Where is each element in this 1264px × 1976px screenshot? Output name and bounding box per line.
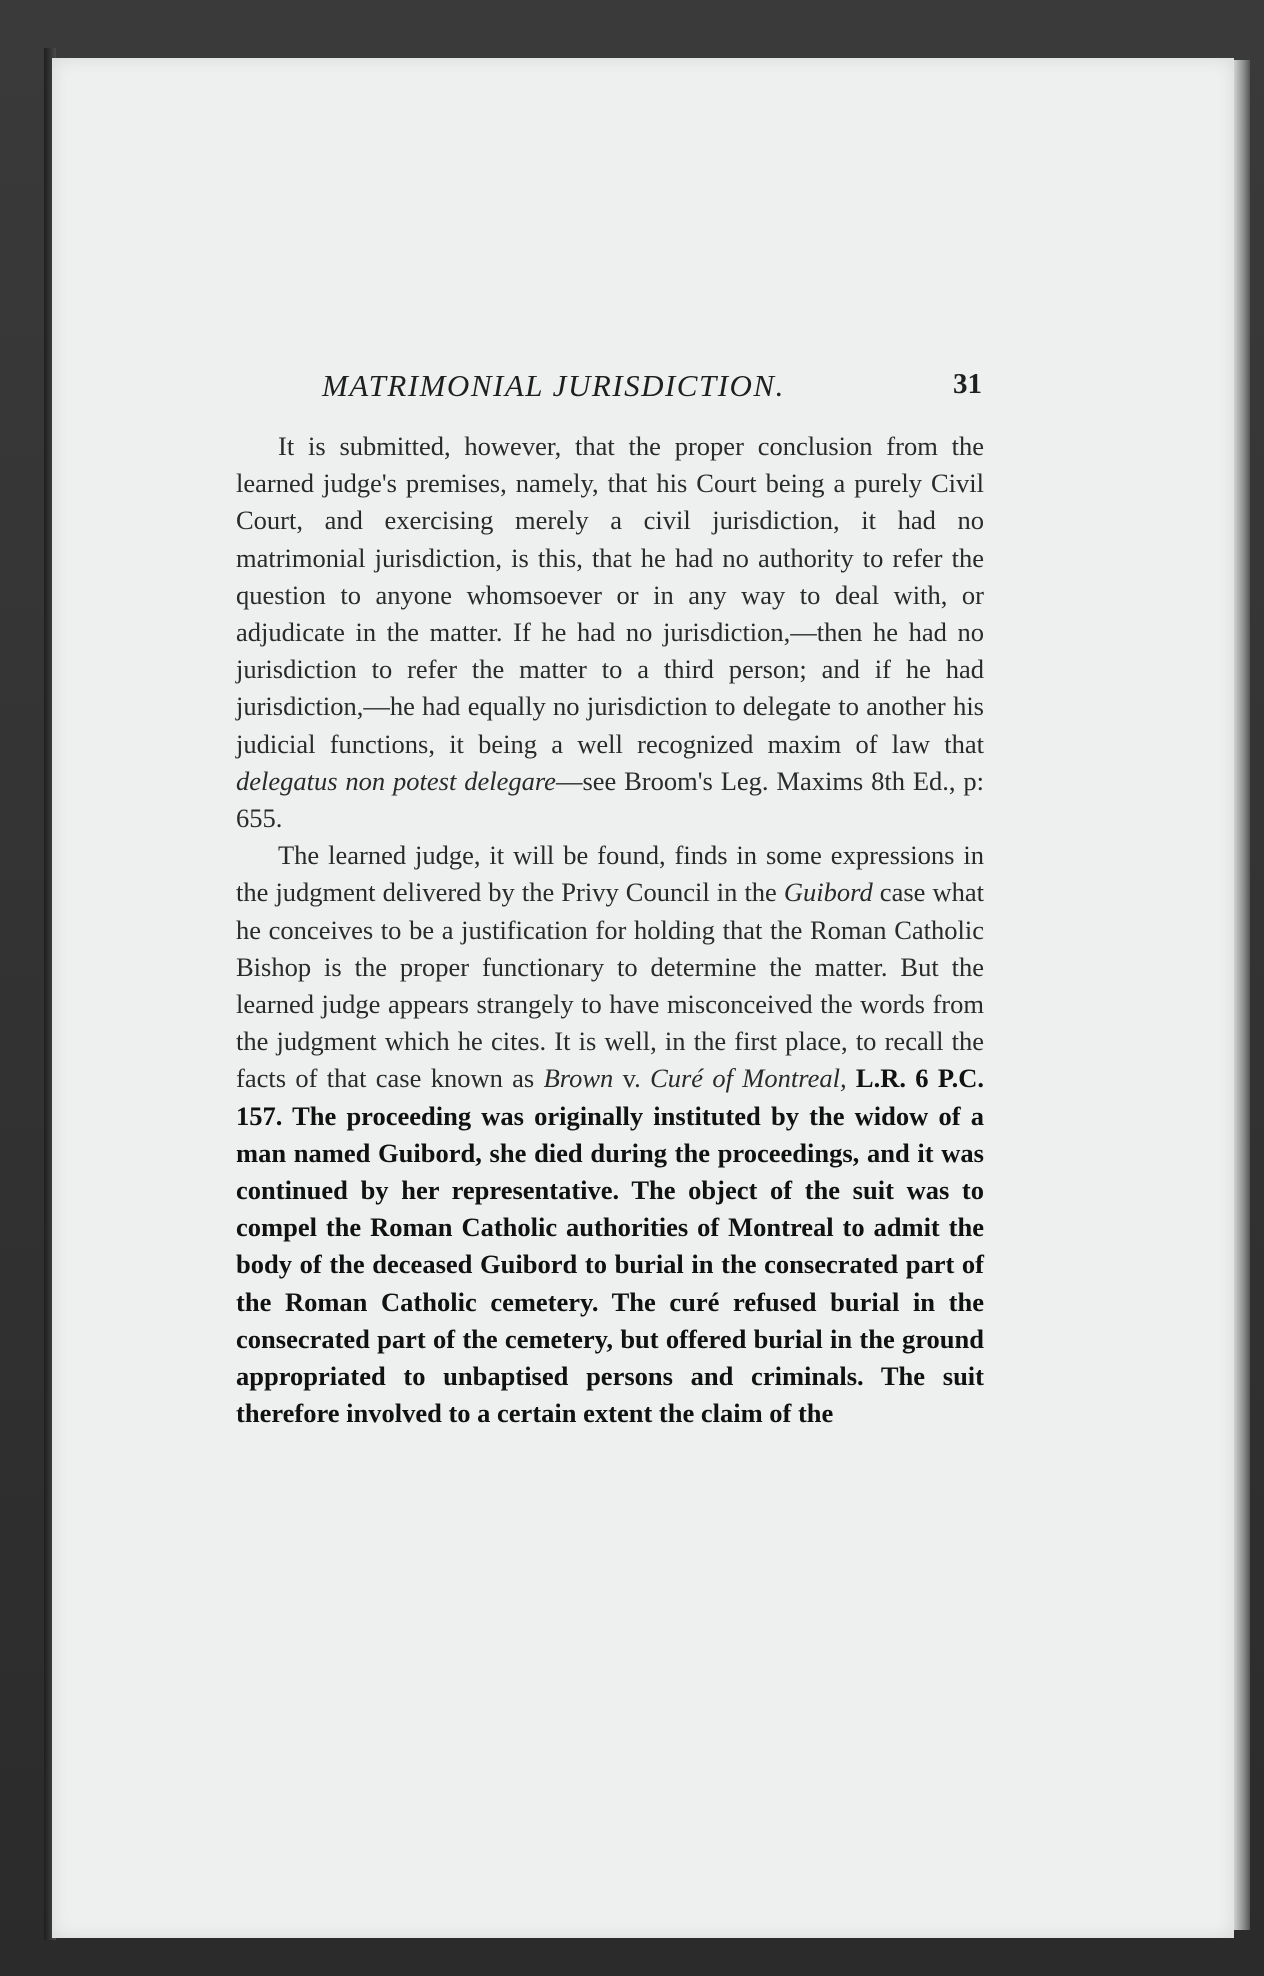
case-name-guibord: Guibord [783, 877, 873, 908]
running-title: MATRIMONIAL JURISDICTION. [322, 368, 785, 403]
paragraph-1 [236, 428, 984, 837]
paragraph-2 [236, 837, 984, 1432]
paragraph-1-segment: —see Broom's Leg. Maxims 8th Ed., p: 655. [236, 765, 985, 834]
body-text [236, 428, 984, 1432]
paragraph-2-segment: The learned judge, it will be found, finds in some expressions in the judgment delivered by the Privy Council in the [236, 840, 984, 908]
paragraph-2-segment: L.R. 6 P.C. 157. The proceeding was originally instituted by the widow of a man named Guibord, she died during the proceedings, and it was continued by her representative. The object of the suit was to compel the Roman Catholic authorities of Montreal to admit the body of the deceased Guibord to burial in the consecrated part of the Roman Catholic cemetery. The curé refused burial in the consecrated part of the cemetery, but offered burial in the ground appropriated to unbaptised persons and criminals. The suit therefore involved to a certain extent the claim of the [236, 1063, 984, 1429]
paragraph-1-segment: It is submitted, however, that the proper conclusion from the learned judge's premises, namely, that his Court being a purely Civil Court, and exercising merely a civil jurisdiction, it had no matrimonial jurisdiction, is this, that he had no authority to refer the question to anyone whomsoever or in any way to deal with, or adjudicate in the matter. If he had no jurisdiction,—then he had no jurisdiction to refer the matter to a third person; and if he had jurisdiction,—he had equally no jurisdiction to delegate to another his judicial functions, it being a well recognized maxim of law that [236, 431, 984, 759]
page-edge-right [1234, 60, 1250, 1930]
paragraph-2-segment: case what he conceives to be a justification for holding that the Roman Catholic Bishop is the proper functionary to determine the matter. But the learned judge appears strangely to have misconceived the words from the judgment which he cites. It is well, in the first place, to recall the facts of that case known as [236, 877, 984, 1094]
case-party-brown: Brown [543, 1063, 614, 1094]
latin-maxim: delegatus non potest delegare [236, 765, 556, 796]
page-number: 31 [953, 368, 982, 400]
running-head [322, 368, 982, 412]
paragraph-2-segment: v. [613, 1063, 651, 1094]
case-party-cure: Curé of Montreal, [650, 1063, 847, 1094]
